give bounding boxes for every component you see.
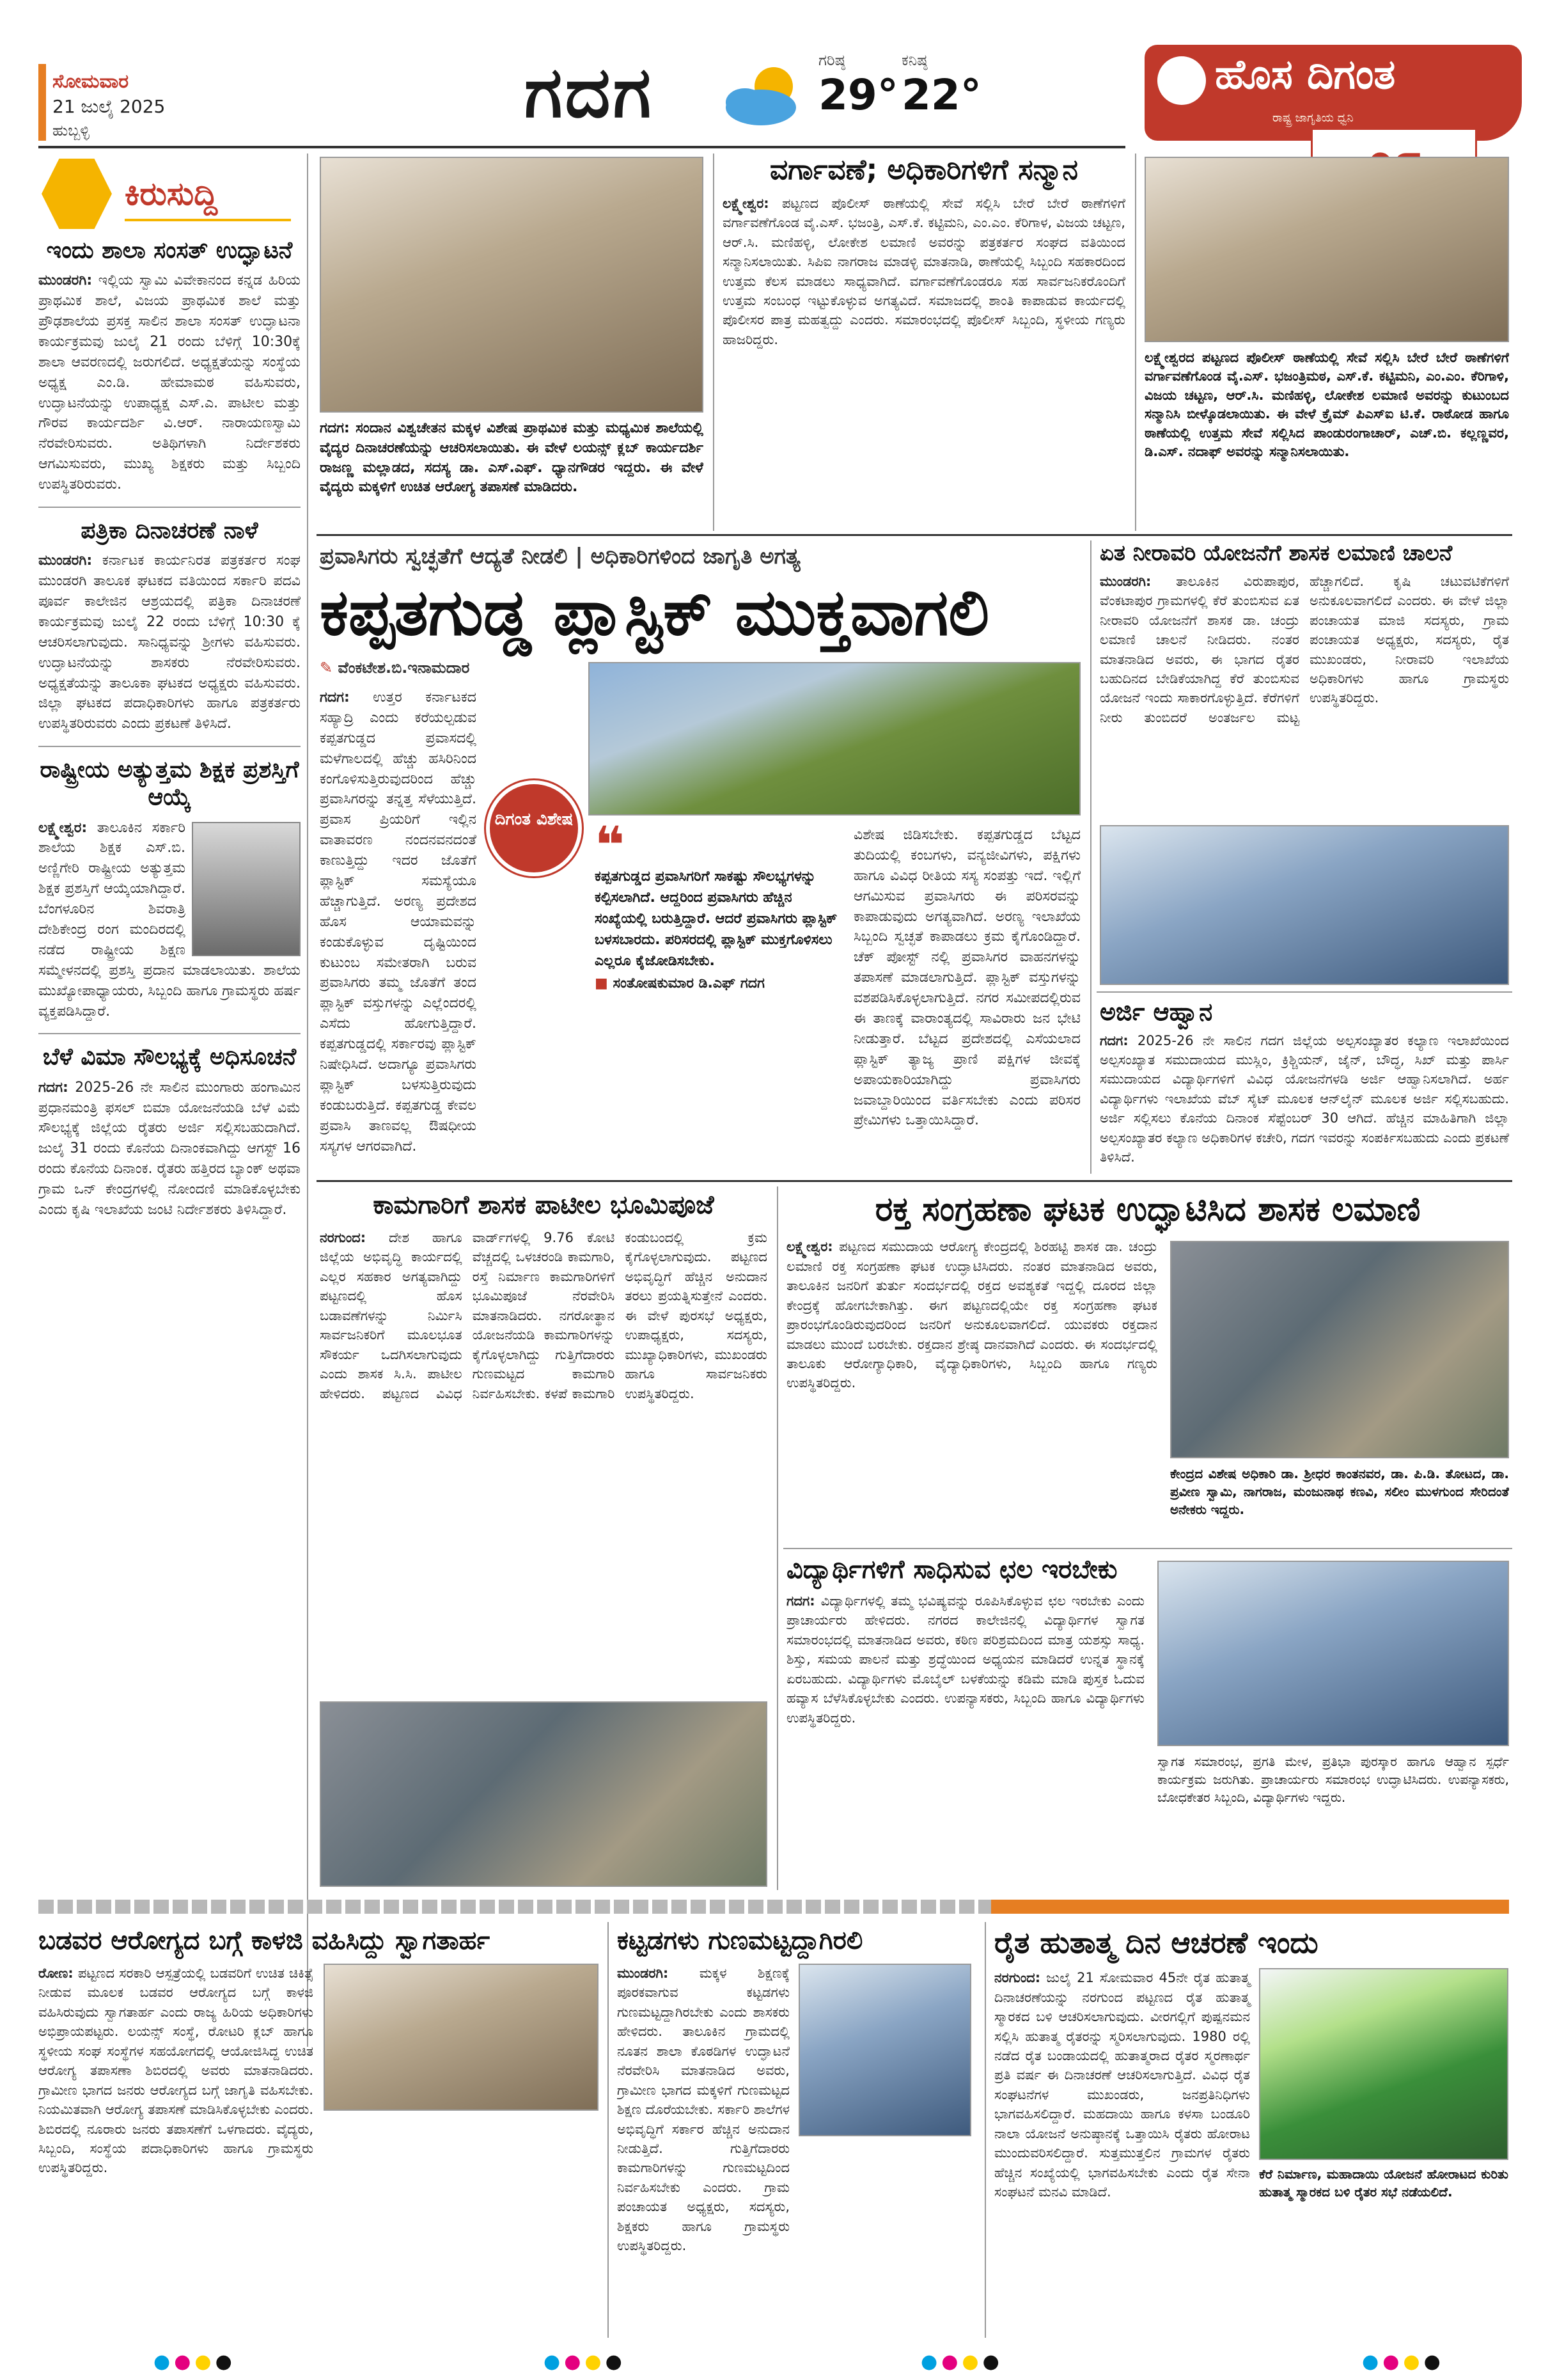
martyr-headline: ರೈತ ಹುತಾತ್ಮ ದಿನ ಆಚರಣೆ ಇಂದು — [994, 1925, 1318, 1960]
quote-attribution: ಸಂತೋಷಕುಮಾರ ಡಿ.ಎಫ್ ಗದಗ — [613, 975, 765, 991]
application-text: 2025-26 ನೇ ಸಾಲಿನ ಗದಗ ಜಿಲ್ಲೆಯ ಅಲ್ಪಸಂಖ್ಯಾತರ ಕಲ್ಯಾಣ ಇಲಾಖೆಯಿಂದ ಅಲ್ಪಸಂಖ್ಯಾತ ಸಮುದಾಯದ ಮುಸ್ಲಿಂ, ಕ್ರಿಶ್ಚಿಯನ್, ಜೈನ್, ಬೌದ್ಧ, ಸಿಖ್ ಮತ್ತು ಪಾರ್ಸಿ ಸಮುದಾಯದ ವಿದ್ಯಾರ್ಥಿಗಳಿಗೆ ವಿವಿಧ ಯೋಜನೆಗಳಡಿ ಅರ್ಜಿ ಆಹ್ವಾನಿಸಲಾಗಿದೆ. ಅರ್ಹ ವಿದ್ಯಾರ್ಥಿಗಳು ಇಲಾಖೆಯ ವೆಬ್ ಸೈಟ್ ಮೂಲಕ ಆನ್‌ಲೈನ್ ಮೂಲಕ ಅರ್ಜಿ ಸಲ್ಲಿಸಬಹುದು. ಅರ್ಜಿ ಸಲ್ಲಿಸಲು ಕೊನೆಯ ದಿನಾಂಕ ಸೆಪ್ಟೆಂಬರ್ 30 ಆಗಿದೆ. ಹೆಚ್ಚಿನ ಮಾಹಿತಿಗಾಗಿ ಜಿಲ್ಲಾ ಅಲ್ಪಸಂಖ್ಯಾತರ ಕಲ್ಯಾಣ ಅಧಿಕಾರಿಗಳ ಕಚೇರಿ, ಗದಗ ಇವರನ್ನು ಸಂಪರ್ಕಿಸಬಹುದು ಎಂದು ಪ್ರಕಟಣೆ ತಿಳಿಸಿದೆ. — [1100, 1032, 1509, 1165]
quote-text: ಕಪ್ಪತಗುಡ್ಡದ ಪ್ರವಾಸಿಗರಿಗೆ ಸಾಕಷ್ಟು ಸೌಲಭ್ಯಗಳನ್ನು ಕಲ್ಪಿಸಲಾಗಿದೆ. ಆದ್ದರಿಂದ ಪ್ರವಾಸಿಗರು ಹೆಚ್ಚಿನ ಸಂಖ್ಯೆಯಲ್ಲಿ ಬರುತ್ತಿದ್ದಾರೆ. ಆದರೆ ಪ್ರವಾಸಿಗರು ಪ್ಲಾಸ್ಟಿಕ್ ಬಳಸಬಾರದು. ಪರಿಸರದಲ್ಲಿ ಪ್ಲಾಸ್ಟಿಕ್ ಮುಕ್ತಗೊಳಿಸಲು ಎಲ್ಲರೂ ಕೈಜೋಡಿಸಬೇಕು. — [595, 869, 838, 969]
brief-text: ಇಲ್ಲಿಯ ಸ್ವಾಮಿ ವಿವೇಕಾನಂದ ಕನ್ನಡ ಹಿರಿಯ ಪ್ರಾಥಮಿಕ ಶಾಲೆ, ವಿಜಯ ಪ್ರಾಥಮಿಕ ಶಾಲೆ ಮತ್ತು ಪ್ರೌಢಶಾಲೆಯ ಪ್ರಸಕ್ತ ಸಾಲಿನ ಶಾಲಾ ಸಂಸತ್ ಉದ್ಘಾಟನಾ ಕಾರ್ಯಕ್ರಮವು ಜುಲೈ 21 ರಂದು ಬೆಳಿಗ್ಗೆ 10:30ಕ್ಕೆ ಶಾಲಾ ಆವರಣದಲ್ಲಿ ಜರುಗಲಿದೆ. ಅಧ್ಯಕ್ಷತೆಯನ್ನು ಸಂಸ್ಥೆಯ ಅಧ್ಯಕ್ಷ ಎಂ.ಡಿ. ಹೇಮಾಮಠ ವಹಿಸುವರು, ಉದ್ಘಾಟನೆಯನ್ನು ಉಪಾಧ್ಯಕ್ಷ ಎಸ್.ಎ. ಪಾಟೀಲ ಮತ್ತು ಗೌರವ ಕಾರ್ಯದರ್ಶಿ ವಿ.ಆರ್. ನಾರಾಯಣಸ್ವಾಮಿ ನೆರವೇರಿಸುವರು. ಅತಿಥಿಗಳಾಗಿ ನಿರ್ದೇಶಕರು ಆಗಮಿಸುವರು, ಮುಖ್ಯ ಶಿಕ್ಷಕರು ಮತ್ತು ಸಿಬ್ಬಂದಿ ಉಪಸ್ಥಿತರಿರುವರು. — [38, 272, 301, 493]
special-report-badge: ದಿಗಂತ ವಿಶೇಷ — [486, 780, 582, 876]
students-text: ವಿದ್ಯಾರ್ಥಿಗಳಲ್ಲಿ ತಮ್ಮ ಭವಿಷ್ಯವನ್ನು ರೂಪಿಸಿಕೊಳ್ಳುವ ಛಲ ಇರಬೇಕು ಎಂದು ಪ್ರಾಚಾರ್ಯರು ಹೇಳಿದರು. ನಗರದ ಕಾಲೇಜಿನಲ್ಲಿ ವಿದ್ಯಾರ್ಥಿಗಳ ಸ್ವಾಗತ ಸಮಾರಂಭದಲ್ಲಿ ಮಾತನಾಡಿದ ಅವರು, ಕಠಿಣ ಪರಿಶ್ರಮದಿಂದ ಮಾತ್ರ ಯಶಸ್ಸು ಸಾಧ್ಯ. ಶಿಸ್ತು, ಸಮಯ ಪಾಲನೆ ಮತ್ತು ಶ್ರದ್ಧೆಯಿಂದ ಅಧ್ಯಯನ ಮಾಡಿದರೆ ಉನ್ನತ ಸ್ಥಾನಕ್ಕೆ ಏರಬಹುದು. ವಿದ್ಯಾರ್ಥಿಗಳು ಮೊಬೈಲ್ ಬಳಕೆಯನ್ನು ಕಡಿಮೆ ಮಾಡಿ ಪುಸ್ತಕ ಓದುವ ಹವ್ಯಾಸ ಬೆಳೆಸಿಕೊಳ್ಳಬೇಕು ಎಂದರು. ಉಪನ್ಯಾಸಕರು, ಸಿಬ್ಬಂದಿ ಹಾಗೂ ವಿದ್ಯಾರ್ಥಿಗಳು ಉಪಸ್ಥಿತರಿದ್ದರು. — [786, 1593, 1145, 1726]
lead-headline: ಕಪ್ಪತಗುಡ್ಡ ಪ್ಲಾಸ್ಟಿಕ್ ಮುಕ್ತವಾಗಲಿ — [320, 575, 990, 650]
kirusuddi-header — [42, 159, 297, 229]
brief-item — [38, 1043, 301, 1220]
max-temp-label: ಗರಿಷ್ಠ — [818, 51, 845, 69]
lead-kicker: ಪ್ರವಾಸಿಗರು ಸ್ವಚ್ಛತೆಗೆ ಆದ್ಯತೆ ನೀಡಲಿ | ಅಧಿಕಾರಿಗಳಿಂದ ಜಾಗೃತಿ ಅಗತ್ಯ — [320, 544, 801, 569]
section-stripe-accent — [991, 1900, 1509, 1914]
brief-divider — [38, 507, 301, 508]
brief-location: ಗದಗ: — [38, 1079, 68, 1096]
square-bullet-icon: ■ — [595, 975, 613, 991]
teacher-photo — [192, 822, 301, 956]
brief-location: ಮುಂಡರಗಿ: — [38, 272, 93, 289]
kirusuddi-label: ಕಿರುಸುದ್ದಿ — [125, 175, 218, 212]
issue-day: ಸೋಮವಾರ — [52, 70, 129, 93]
pen-icon: ✎ — [320, 659, 338, 677]
brief-divider — [38, 1033, 301, 1034]
martyr-location: ನರಗುಂದ: — [994, 1970, 1041, 1986]
section-rule — [317, 1180, 1512, 1182]
doctors-day-photo — [320, 157, 703, 413]
section-rule — [317, 534, 1512, 536]
health-story — [38, 1925, 601, 2335]
transfer-text: ಪಟ್ಟಣದ ಪೊಲೀಸ್ ಠಾಣೆಯಲ್ಲಿ ಸೇವೆ ಸಲ್ಲಿಸಿ ಬೇರೆ ಬೇರೆ ಠಾಣೆಗಳಿಗೆ ವರ್ಗಾವಣೆಗೊಂಡ ವೈ.ಎಸ್. ಭಜಂತ್ರಿ, ಎಸ್.ಕೆ. ಕಟ್ಟಿಮನಿ, ಎಂ.ಎಂ. ಕೆರಿಗಾಳ, ವಿಜಯ ಚಟ್ಟಣ, ಆರ್.ಸಿ. ಮಣಿಹಳ್ಳಿ, ಲೋಕೇಶ ಲಮಾಣಿ ಅವರನ್ನು ಪತ್ರಕರ್ತರ ಸಂಘದ ವತಿಯಿಂದ ಸನ್ಮಾನಿಸಲಾಯಿತು. ಸಿಪಿಐ ನಾಗರಾಜ ಮಾಡಳ್ಳಿ ಮಾತನಾಡಿ, ಠಾಣೆಯಲ್ಲಿ ಸಿಬ್ಬಂದಿ ಸಹಕಾರದಿಂದ ಉತ್ತಮ ಕೆಲಸ ಮಾಡಲು ಸಾಧ್ಯವಾಗಿದೆ. ವರ್ಗಾವಣೆಗೊಂಡರೂ ಸಹ ಸಾರ್ವಜನಿಕರೊಂದಿಗೆ ಉತ್ತಮ ಸಂಬಂಧ ಇಟ್ಟುಕೊಳ್ಳುವ ಅಗತ್ಯವಿದೆ. ಸಮಾಜದಲ್ಲಿ ಶಾಂತಿ ಕಾಪಾಡುವ ಕಾರ್ಯದಲ್ಲಿ ಪೊಲೀಸರ ಪಾತ್ರ ಮಹತ್ವದ್ದು ಎಂದರು. ಸಮಾರಂಭದಲ್ಲಿ ಪೊಲೀಸ್ ಸಿಬ್ಬಂದಿ, ಸ್ಥಳೀಯ ಗಣ್ಯರು ಹಾಜರಿದ್ದರು. — [723, 195, 1125, 347]
section-stripe — [38, 1900, 991, 1914]
brief-item — [38, 237, 301, 495]
lead-byline — [320, 659, 575, 677]
blood-headline: ರಕ್ತ ಸಂಗ್ರಹಣಾ ಘಟಕ ಉದ್ಘಾಟಿಸಿದ ಶಾಸಕ ಲಮಾಣಿ — [875, 1190, 1421, 1229]
column-divider — [777, 1186, 778, 1890]
brief-text: 2025-26 ನೇ ಸಾಲಿನ ಮುಂಗಾರು ಹಂಗಾಮಿನ ಪ್ರಧಾನಮಂತ್ರಿ ಫಸಲ್ ಬಿಮಾ ಯೋಜನೆಯಡಿ ಬೆಳೆ ವಿಮೆ ಸೌಲಭ್ಯಕ್ಕೆ ಜಿಲ್ಲೆಯ ರೈತರು ಅರ್ಜಿ ಸಲ್ಲಿಸಬಹುದಾಗಿದೆ. ಜುಲೈ 31 ರಂದು ಕೊನೆಯ ದಿನಾಂಕವಾಗಿದ್ದು ಆಗಸ್ಟ್ 16 ರಂದು ಕೊನೆಯ ದಿನಾಂಕ. ರೈತರು ಹತ್ತಿರದ ಬ್ಯಾಂಕ್ ಅಥವಾ ಗ್ರಾಮ ಒನ್ ಕೇಂದ್ರಗಳಲ್ಲಿ ನೋಂದಣಿ ಮಾಡಿಕೊಳ್ಳಬೇಕು ಎಂದು ಕೃಷಿ ಇಲಾಖೆಯ ಜಂಟಿ ನಿರ್ದೇಶಕರು ತಿಳಿಸಿದ್ದಾರೆ. — [38, 1079, 301, 1218]
column-divider — [1090, 540, 1091, 1174]
brief-location: ಲಕ್ಷ್ಮೇಶ್ವರ: — [38, 819, 88, 836]
registration-marks: ●●●● — [921, 2351, 1003, 2373]
brief-location: ಮುಂಡರಗಿ: — [38, 553, 93, 569]
bhoomi-headline: ಕಾಮಗಾರಿಗೆ ಶಾಸಕ ಪಾಟೀಲ ಭೂಮಿಪೂಜೆ — [373, 1190, 714, 1220]
lift-text: ತಾಲೂಕಿನ ವಿರುಪಾಪುರ, ವೆಂಕಟಾಪುರ ಗ್ರಾಮಗಳಲ್ಲಿ ಕೆರೆ ತುಂಬಿಸುವ ಏತ ನೀರಾವರಿ ಯೋಜನೆಗೆ ಶಾಸಕ ಡಾ. ಚಂದ್ರು ಲಮಾಣಿ ಚಾಲನೆ ನೀಡಿದರು. ನಂತರ ಮಾತನಾಡಿದ ಅವರು, ಈ ಭಾಗದ ರೈತರ ಬಹುದಿನದ ಬೇಡಿಕೆಯಾಗಿದ್ದ ಕೆರೆ ತುಂಬಿಸುವ ಯೋಜನೆ ಇಂದು ಸಾಕಾರಗೊಳ್ಳುತ್ತಿದೆ. ಕೆರೆಗಳಿಗೆ ನೀರು ತುಂಬಿದರೆ ಅಂತರ್ಜಲ ಮಟ್ಟ ಹೆಚ್ಚಾಗಲಿದೆ. ಕೃಷಿ ಚಟುವಟಿಕೆಗಳಿಗೆ ಅನುಕೂಲವಾಗಲಿದೆ ಎಂದರು. ಈ ವೇಳೆ ಜಿಲ್ಲಾ ಪಂಚಾಯತ ಮಾಜಿ ಸದಸ್ಯರು, ಗ್ರಾಮ ಪಂಚಾಯತ ಅಧ್ಯಕ್ಷರು, ಸದಸ್ಯರು, ರೈತ ಮುಖಂಡರು, ನೀರಾವರಿ ಇಲಾಖೆಯ ಅಧಿಕಾರಿಗಳು ಹಾಗೂ ಗ್ರಾಮಸ್ಥರು ಉಪಸ್ಥಿತರಿದ್ದರು. — [1100, 573, 1509, 725]
kappatagudda-hill-photo — [588, 662, 1081, 816]
lead-pullquote — [595, 825, 844, 1036]
students-caption: ಸ್ವಾಗತ ಸಮಾರಂಭ, ಪ್ರಗತಿ ಮೇಳ, ಪ್ರತಿಭಾ ಪುರಸ್ಕಾರ ಹಾಗೂ ಆಹ್ವಾನ ಸ್ಪರ್ಧೆ ಕಾರ್ಯಕ್ರಮ ಜರುಗಿತು. ಪ್ರಾಚಾರ್ಯರು ಸಮಾರಂಭ ಉದ್ಘಾಟಿಸಿದರು. ಉಪನ್ಯಾಸಕರು, ಬೋಧಕೇತರ ಸಿಬ್ಬಂದಿ, ವಿದ್ಯಾರ್ಥಿಗಳು ಇದ್ದರು. — [1157, 1754, 1509, 1805]
students-headline: ವಿದ್ಯಾರ್ಥಿಗಳಿಗೆ ಸಾಧಿಸುವ ಛಲ ಇರಬೇಕು — [786, 1555, 1118, 1584]
registration-marks: ●●●● — [1362, 2351, 1444, 2373]
health-text: ಪಟ್ಟಣದ ಸರಕಾರಿ ಆಸ್ಪತ್ರೆಯಲ್ಲಿ ಬಡವರಿಗೆ ಉಚಿತ ಚಿಕಿತ್ಸೆ ನೀಡುವ ಮೂಲಕ ಬಡವರ ಆರೋಗ್ಯದ ಬಗ್ಗೆ ಕಾಳಜಿ ವಹಿಸಿರುವುದು ಸ್ವಾಗತಾರ್ಹ ಎಂದು ರಾಜ್ಯ ಹಿರಿಯ ಅಧಿಕಾರಿಗಳು ಅಭಿಪ್ರಾಯಪಟ್ಟರು. ಲಯನ್ಸ್ ಸಂಸ್ಥೆ, ರೋಟರಿ ಕ್ಲಬ್ ಹಾಗೂ ಸ್ಥಳೀಯ ಸಂಘ ಸಂಸ್ಥೆಗಳ ಸಹಯೋಗದಲ್ಲಿ ಆಯೋಜಿಸಿದ್ದ ಉಚಿತ ಆರೋಗ್ಯ ತಪಾಸಣಾ ಶಿಬಿರದಲ್ಲಿ ಅವರು ಮಾತನಾಡಿದರು. ಗ್ರಾಮೀಣ ಭಾಗದ ಜನರು ಆರೋಗ್ಯದ ಬಗ್ಗೆ ಜಾಗೃತಿ ವಹಿಸಬೇಕು. ನಿಯಮಿತವಾಗಿ ಆರೋಗ್ಯ ತಪಾಸಣೆ ಮಾಡಿಸಿಕೊಳ್ಳಬೇಕು ಎಂದರು. ಶಿಬಿರದಲ್ಲಿ ನೂರಾರು ಜನರು ತಪಾಸಣೆಗೆ ಒಳಗಾದರು. ವೈದ್ಯರು, ಸಿಬ್ಬಂದಿ, ಸಂಸ್ಥೆಯ ಪದಾಧಿಕಾರಿಗಳು ಹಾಗೂ ಗ್ರಾಮಸ್ಥರು ಉಪಸ್ಥಿತರಿದ್ದರು. — [38, 1966, 313, 2176]
health-headline: ಬಡವರ ಆರೋಗ್ಯದ ಬಗ್ಗೆ ಕಾಳಜಿ ವಹಿಸಿದ್ದು ಸ್ವಾಗತಾರ್ಹ — [38, 1926, 490, 1955]
date-accent-bar — [38, 64, 46, 141]
students-location: ಗದಗ: — [786, 1593, 815, 1609]
transfer-story — [723, 154, 1125, 531]
column-divider — [307, 154, 308, 2047]
max-temp: 29° — [818, 70, 898, 120]
martyr-memorial-photo — [1259, 1968, 1508, 2160]
students-event-photo — [1157, 1561, 1509, 1746]
health-location: ರೋಣ: — [38, 1966, 74, 1981]
building-story — [617, 1925, 975, 2335]
martyr-story — [994, 1925, 1509, 2335]
column-divider — [607, 1922, 609, 2338]
students-story — [786, 1554, 1145, 1887]
transfer-caption: ಲಕ್ಷ್ಮೇಶ್ವರದ ಪಟ್ಟಣದ ಪೊಲೀಸ್ ಠಾಣೆಯಲ್ಲಿ ಸೇವೆ ಸಲ್ಲಿಸಿ ಬೇರೆ ಬೇರೆ ಠಾಣೆಗಳಿಗೆ ವರ್ಗಾವಣೆಗೊಂಡ ವೈ.ಎಸ್. ಭಜಂತ್ರಿಮಠ, ಎಸ್.ಕೆ. ಕಟ್ಟಿಮನಿ, ಎಂ.ಎಂ. ಕೆರಿಗಾಳಿ, ವಿಜಯ ಚಟ್ಟಣ, ಆರ್.ಸಿ. ಮಣಿಹಳ್ಳಿ, ಲೋಕೇಶ ಲಮಾಣಿ ಅವರನ್ನು ಕುಟುಂಬದ ಸನ್ಮಾನಿಸಿ ಬೀಳ್ಕೊಡಲಾಯಿತು. ಈ ವೇಳೆ ಕ್ರೈಮ್ ಪಿಎಸ್ಐ ಟಿ.ಕೆ. ರಾಠೋಡ ಹಾಗೂ ಠಾಣೆಯಲ್ಲಿ ಉತ್ತಮ ಸೇವೆ ಸಲ್ಲಿಸಿದ ಪಾಂಡುರಂಗಾಚಾರ್, ಎಚ್.ಬಿ. ಕಲ್ಲಣ್ಣವರ, ಡಿ.ಎಸ್. ನದಾಫ್ ಅವರನ್ನು ಸನ್ಮಾನಿಸಲಾಯಿತು. — [1145, 350, 1509, 459]
registration-marks: ●●●● — [153, 2351, 236, 2373]
building-inauguration-photo — [799, 1964, 971, 2136]
lamp-emblem-icon — [1157, 56, 1206, 105]
lift-headline: ಏತ ನೀರಾವರಿ ಯೋಜನೆಗೆ ಶಾಸಕ ಲಮಾಣಿ ಚಾಲನೆ — [1100, 540, 1453, 566]
brief-text: ತಾಲೂಕಿನ ಸರ್ಕಾರಿ ಶಾಲೆಯ ಶಿಕ್ಷಕ ಎಸ್.ಬಿ. ಅಣ್ಣಿಗೇರಿ ರಾಷ್ಟ್ರೀಯ ಅತ್ಯುತ್ತಮ ಶಿಕ್ಷಕ ಪ್ರಶಸ್ತಿಗೆ ಆಯ್ಕೆಯಾಗಿದ್ದಾರೆ. ಬೆಂಗಳೂರಿನ ಶಿವರಾತ್ರಿ ದೇಶಿಕೇಂದ್ರ ರಂಗ ಮಂದಿರದಲ್ಲಿ ನಡೆದ ರಾಷ್ಟ್ರೀಯ ಶಿಕ್ಷಣ ಸಮ್ಮೇಳನದಲ್ಲಿ ಪ್ರಶಸ್ತಿ ಪ್ರದಾನ ಮಾಡಲಾಯಿತು. ಶಾಲೆಯ ಮುಖ್ಯೋಪಾಧ್ಯಾಯರು, ಸಿಬ್ಬಂದಿ ಹಾಗೂ ಗ್ರಾಮಸ್ಥರು ಹರ್ಷ ವ್ಯಕ್ತಪಡಿಸಿದ್ದಾರೆ. — [38, 819, 301, 1020]
blood-text: ಪಟ್ಟಣದ ಸಮುದಾಯ ಆರೋಗ್ಯ ಕೇಂದ್ರದಲ್ಲಿ ಶಿರಹಟ್ಟಿ ಶಾಸಕ ಡಾ. ಚಂದ್ರು ಲಮಾಣಿ ರಕ್ತ ಸಂಗ್ರಹಣಾ ಘಟಕ ಉದ್ಘಾಟಿಸಿದರು. ನಂತರ ಮಾತನಾಡಿದ ಅವರು, ತಾಲೂಕಿನ ಜನರಿಗೆ ತುರ್ತು ಸಂದರ್ಭದಲ್ಲಿ ರಕ್ತದ ಅವಶ್ಯಕತೆ ಇದ್ದಲ್ಲಿ ದೂರದ ಜಿಲ್ಲಾ ಕೇಂದ್ರಕ್ಕೆ ಹೋಗಬೇಕಾಗಿತ್ತು. ಈಗ ಪಟ್ಟಣದಲ್ಲಿಯೇ ರಕ್ತ ಸಂಗ್ರಹಣಾ ಘಟಕ ಪ್ರಾರಂಭಗೊಂಡಿರುವುದರಿಂದ ಜನರಿಗೆ ಅನುಕೂಲವಾಗಲಿದೆ. ಯುವಕರು ರಕ್ತದಾನ ಮಾಡಲು ಮುಂದೆ ಬರಬೇಕು. ರಕ್ತದಾನ ಶ್ರೇಷ್ಠ ದಾನವಾಗಿದೆ ಎಂದರು. ಈ ಸಂದರ್ಭದಲ್ಲಿ ತಾಲೂಕು ಆರೋಗ್ಯಾಧಿಕಾರಿ, ವೈದ್ಯಾಧಿಕಾರಿಗಳು, ಸಿಬ್ಬಂದಿ ಹಾಗೂ ಗಣ್ಯರು ಉಪಸ್ಥಿತರಿದ್ದರು. — [786, 1239, 1157, 1391]
lead-column-b: ವಿಶೇಷ ಜಿಡಿಸಬೇಕು. ಕಪ್ಪತಗುಡ್ಡದ ಬೆಟ್ಟದ ತುದಿಯಲ್ಲಿ ಕಂಬಗಳು, ವನ್ಯಜೀವಿಗಳು, ಪಕ್ಷಿಗಳು ಹಾಗೂ ವಿವಿಧ ರೀತಿಯ ಸಸ್ಯ ಸಂಪತ್ತು ಇದೆ. ಇಲ್ಲಿಗೆ ಆಗಮಿಸುವ ಪ್ರವಾಸಿಗರು ಈ ಪರಿಸರವನ್ನು ಕಾಪಾಡುವುದು ಅಗತ್ಯವಾಗಿದೆ. ಅರಣ್ಯ ಇಲಾಖೆಯ ಸಿಬ್ಬಂದಿ ಸ್ವಚ್ಛತೆ ಕಾಪಾಡಲು ಕ್ರಮ ಕೈಗೊಂಡಿದ್ದಾರೆ. ಚೆಕ್ ಪೋಸ್ಟ್ ನಲ್ಲಿ ಪ್ರವಾಸಿಗರ ವಾಹನಗಳನ್ನು ತಪಾಸಣೆ ಮಾಡಲಾಗುತ್ತಿದೆ. ಪ್ಲಾಸ್ಟಿಕ್ ವಸ್ತುಗಳನ್ನು ವಶಪಡಿಸಿಕೊಳ್ಳಲಾಗುತ್ತಿದೆ. ನಗರ ಸಮೀಪದಲ್ಲಿರುವ ಈ ತಾಣಕ್ಕೆ ವಾರಾಂತ್ಯದಲ್ಲಿ ಸಾವಿರಾರು ಜನ ಭೇಟಿ ನೀಡುತ್ತಾರೆ. ಬೆಟ್ಟದ ಪ್ರದೇಶದಲ್ಲಿ ಎಸೆಯಲಾದ ಪ್ಲಾಸ್ಟಿಕ್ ತ್ಯಾಜ್ಯ ಪ್ರಾಣಿ ಪಕ್ಷಿಗಳ ಜೀವಕ್ಕೆ ಅಪಾಯಕಾರಿಯಾಗಿದ್ದು ಪ್ರವಾಸಿಗರು ಜವಾಬ್ದಾರಿಯಿಂದ ವರ್ತಿಸಬೇಕು ಎಂದು ಪರಿಸರ ಪ್ರೇಮಿಗಳು ಒತ್ತಾಯಿಸಿದ್ದಾರೆ. — [854, 827, 1081, 1129]
logo-text: ಹೊಸ ದಿಗಂತ — [1215, 51, 1396, 99]
brief-headline: ಬೆಳೆ ವಿಮಾ ಸೌಲಭ್ಯಕ್ಕೆ ಅಧಿಸೂಚನೆ — [42, 1044, 297, 1071]
lead-byline-text: ವೆಂಕಟೇಶ.ಬಿ.ಇನಾಮದಾರ — [338, 659, 470, 677]
column-divider — [1135, 154, 1136, 531]
martyr-caption: ಕೆರೆ ನಿರ್ಮಾಣ, ಮಹಾದಾಯಿ ಯೋಜನೆ ಹೋರಾಟದ ಕುರಿತು ಹುತಾತ್ಮ ಸ್ಮಾರಕದ ಬಳಿ ರೈತರ ಸಭೆ ನಡೆಯಲಿದೆ. — [1259, 2166, 1508, 2200]
registration-marks: ●●●● — [544, 2351, 626, 2373]
brief-headline: ಪತ್ರಿಕಾ ದಿನಾಚರಣೆ ನಾಳೆ — [81, 517, 258, 544]
lead-column-a2 — [486, 889, 588, 1174]
application-headline: ಅರ್ಜಿ ಆಹ್ವಾನ — [1100, 998, 1213, 1026]
blood-bank-photo — [1170, 1241, 1509, 1458]
application-location: ಗದಗ: — [1100, 1032, 1129, 1048]
bhoomi-pooja-story — [320, 1190, 767, 1791]
brief-item — [38, 756, 301, 1021]
blood-location: ಲಕ್ಷ್ಮೇಶ್ವರ: — [786, 1239, 833, 1255]
lift-irrigation-photo — [1100, 825, 1509, 985]
doctors-day-caption: ಗದಗ: ಸಂದಾನ ವಿಶ್ವಚೇತನ ಮಕ್ಕಳ ವಿಶೇಷ ಪ್ರಾಥಮಿಕ ಮತ್ತು ಮಧ್ಯಮಿಕ ಶಾಲೆಯಲ್ಲಿ ವೈದ್ಯರ ದಿನಾಚರಣೆಯನ್ನು ಆಚರಿಸಲಾಯಿತು. ಈ ವೇಳೆ ಲಯನ್ಸ್ ಕ್ಲಬ್ ಕಾರ್ಯದರ್ಶಿ ರಾಜಣ್ಣ ಮಲ್ಲಾಡದ, ಸದಸ್ಯ ಡಾ. ಎಸ್.ಎಫ್. ಧ್ಯಾನಗೌಡರ ಇದ್ದರು. ಈ ವೇಳೆ ವೈದ್ಯರು ಮಕ್ಕಳಿಗೆ ಉಚಿತ ಆರೋಗ್ಯ ತಪಾಸಣೆ ಮಾಡಿದರು. — [320, 420, 703, 496]
lead-location: ಗದಗ: — [320, 690, 350, 705]
masthead-rule — [38, 146, 1125, 148]
transfer-location: ಲಕ್ಷ್ಮೇಶ್ವರ: — [723, 195, 769, 211]
column-divider — [985, 1922, 986, 2338]
issue-date: 21 ಜುಲೈ 2025 — [52, 96, 166, 117]
bhoomi-location: ನರಗುಂದ: — [320, 1230, 366, 1245]
police-felicitation-photo — [1145, 157, 1509, 342]
min-temp: 22° — [902, 70, 982, 120]
quote-mark-icon: ❝ — [595, 825, 625, 875]
transfer-headline: ವರ್ಗಾವಣೆ; ಅಧಿಕಾರಿಗಳಿಗೆ ಸನ್ಮಾನ — [769, 154, 1079, 186]
building-location: ಮುಂಡರಗಿ: — [617, 1966, 669, 1981]
blood-caption: ಕೇಂದ್ರದ ವಿಶೇಷ ಅಧಿಕಾರಿ ಡಾ. ಶ್ರೀಧರ ಕಾಂತನವರ, ಡಾ. ಪಿ.ಡಿ. ತೋಟದ, ಡಾ. ಪ್ರವೀಣ ಸ್ವಾಮಿ, ನಾಗರಾಜ, ಮಂಜುನಾಥ ಕಣವಿ, ಸಲೀಂ ಮುಳಗುಂದ ಸೇರಿದಂತೆ ಅನೇಕರು ಇದ್ದರು. — [1170, 1466, 1509, 1517]
kirusuddi-list — [38, 237, 301, 2047]
bhoomi-text: ದೇಶ ಹಾಗೂ ಜಿಲ್ಲೆಯ ಅಭಿವೃದ್ಧಿ ಕಾರ್ಯದಲ್ಲಿ ಎಲ್ಲರ ಸಹಕಾರ ಅಗತ್ಯವಾಗಿದ್ದು ಪಟ್ಟಣದಲ್ಲಿ ಹೊಸ ಬಡಾವಣೆಗಳನ್ನು ನಿರ್ಮಿಸಿ ಸಾರ್ವಜನಿಕರಿಗೆ ಮೂಲಭೂತ ಸೌಕರ್ಯ ಒದಗಿಸಲಾಗುವುದು ಎಂದು ಶಾಸಕ ಸಿ.ಸಿ. ಪಾಟೀಲ ಹೇಳಿದರು. ಪಟ್ಟಣದ ವಿವಿಧ ವಾರ್ಡ್‌ಗಳಲ್ಲಿ 9.76 ಕೋಟಿ ವೆಚ್ಚದಲ್ಲಿ ಒಳಚರಂಡಿ ಕಾಮಗಾರಿ, ರಸ್ತೆ ನಿರ್ಮಾಣ ಕಾಮಗಾರಿಗಳಿಗೆ ಭೂಮಿಪೂಜೆ ನೆರವೇರಿಸಿ ಮಾತನಾಡಿದರು. ನಗರೋತ್ಥಾನ ಯೋಜನೆಯಡಿ ಕಾಮಗಾರಿಗಳನ್ನು ಕೈಗೊಳ್ಳಲಾಗಿದ್ದು ಗುತ್ತಿಗೆದಾರರು ಗುಣಮಟ್ಟದ ಕಾಮಗಾರಿ ನಿರ್ವಹಿಸಬೇಕು. ಕಳಪೆ ಕಾಮಗಾರಿ ಕಂಡುಬಂದಲ್ಲಿ ಕ್ರಮ ಕೈಗೊಳ್ಳಲಾಗುವುದು. ಪಟ್ಟಣದ ಅಭಿವೃದ್ಧಿಗೆ ಹೆಚ್ಚಿನ ಅನುದಾನ ತರಲು ಪ್ರಯತ್ನಿಸುತ್ತೇನೆ ಎಂದರು. ಈ ವೇಳೆ ಪುರಸಭೆ ಅಧ್ಯಕ್ಷರು, ಉಪಾಧ್ಯಕ್ಷರು, ಸದಸ್ಯರು, ಮುಖ್ಯಾಧಿಕಾರಿಗಳು, ಮುಖಂಡರು ಹಾಗೂ ಸಾರ್ವಜನಿಕರು ಉಪಸ್ಥಿತರಿದ್ದರು. — [320, 1230, 767, 1401]
edition-city: ಹುಬ್ಬಳ್ಳಿ — [52, 122, 90, 139]
partly-cloudy-icon — [716, 58, 812, 134]
building-text: ಮಕ್ಕಳ ಶಿಕ್ಷಣಕ್ಕೆ ಪೂರಕವಾಗುವ ಕಟ್ಟಡಗಳು ಗುಣಮಟ್ಟದ್ದಾಗಿರಬೇಕು ಎಂದು ಶಾಸಕರು ಹೇಳಿದರು. ತಾಲೂಕಿನ ಗ್ರಾಮದಲ್ಲಿ ನೂತನ ಶಾಲಾ ಕೊಠಡಿಗಳ ಉದ್ಘಾಟನೆ ನೆರವೇರಿಸಿ ಮಾತನಾಡಿದ ಅವರು, ಗ್ರಾಮೀಣ ಭಾಗದ ಮಕ್ಕಳಿಗೆ ಗುಣಮಟ್ಟದ ಶಿಕ್ಷಣ ದೊರೆಯಬೇಕು. ಸರ್ಕಾರಿ ಶಾಲೆಗಳ ಅಭಿವೃದ್ಧಿಗೆ ಸರ್ಕಾರ ಹೆಚ್ಚಿನ ಅನುದಾನ ನೀಡುತ್ತಿದೆ. ಗುತ್ತಿಗೆದಾರರು ಕಾಮಗಾರಿಗಳನ್ನು ಗುಣಮಟ್ಟದಿಂದ ನಿರ್ವಹಿಸಬೇಕು ಎಂದರು. ಗ್ರಾಮ ಪಂಚಾಯತ ಅಧ್ಯಕ್ಷರು, ಸದಸ್ಯರು, ಶಿಕ್ಷಕರು ಹಾಗೂ ಗ್ರಾಮಸ್ಥರು ಉಪಸ್ಥಿತರಿದ್ದರು. — [617, 1966, 790, 2254]
kirusuddi-underline — [125, 219, 291, 221]
lead-column-a — [320, 688, 476, 1174]
application-story — [1100, 998, 1509, 1174]
column-divider — [713, 154, 714, 531]
logo-tagline: ರಾಷ್ಟ್ರ ಜಾಗೃತಿಯ ಧ್ವನಿ — [1272, 111, 1354, 125]
lift-location: ಮುಂಡರಗಿ: — [1100, 573, 1152, 589]
masthead — [0, 0, 1541, 147]
page-title: ಗದಗ — [524, 51, 654, 133]
brief-divider — [38, 746, 301, 747]
martyr-text: ಜುಲೈ 21 ಸೋಮವಾರ 45ನೇ ರೈತ ಹುತಾತ್ಮ ದಿನಾಚರಣೆಯನ್ನು ನರಗುಂದ ಪಟ್ಟಣದ ರೈತ ಹುತಾತ್ಮ ಸ್ಮಾರಕದ ಬಳಿ ಆಚರಿಸಲಾಗುವುದು. ವೀರಗಲ್ಲಿಗೆ ಪುಷ್ಪನಮನ ಸಲ್ಲಿಸಿ ಹುತಾತ್ಮ ರೈತರನ್ನು ಸ್ಮರಿಸಲಾಗುವುದು. 1980 ರಲ್ಲಿ ನಡೆದ ರೈತ ಬಂಡಾಯದಲ್ಲಿ ಹುತಾತ್ಮರಾದ ರೈತರ ಸ್ಮರಣಾರ್ಥ ಪ್ರತಿ ವರ್ಷ ಈ ದಿನಾಚರಣೆ ಆಚರಿಸಲಾಗುತ್ತಿದೆ. ವಿವಿಧ ರೈತ ಸಂಘಟನೆಗಳ ಮುಖಂಡರು, ಜನಪ್ರತಿನಿಧಿಗಳು ಭಾಗವಹಿಸಲಿದ್ದಾರೆ. ಮಹದಾಯಿ ಹಾಗೂ ಕಳಸಾ ಬಂಡೂರಿ ನಾಲಾ ಯೋಜನೆ ಅನುಷ್ಠಾನಕ್ಕೆ ಒತ್ತಾಯಿಸಿ ರೈತರು ಹೋರಾಟ ಮುಂದುವರಿಸಲಿದ್ದಾರೆ. ಸುತ್ತಮುತ್ತಲಿನ ಗ್ರಾಮಗಳ ರೈತರು ಹೆಚ್ಚಿನ ಸಂಖ್ಯೆಯಲ್ಲಿ ಭಾಗವಹಿಸಬೇಕು ಎಂದು ರೈತ ಸೇನಾ ಸಂಘಟನೆ ಮನವಿ ಮಾಡಿದೆ. — [994, 1970, 1250, 2200]
health-camp-photo — [324, 1964, 598, 2111]
bhoomi-pooja-photo — [320, 1701, 767, 1887]
lead-text-a: ಉತ್ತರ ಕರ್ನಾಟಕದ ಸಹ್ಯಾದ್ರಿ ಎಂದು ಕರೆಯಲ್ಪಡುವ ಕಪ್ಪತಗುಡ್ಡದ ಪ್ರವಾಸದಲ್ಲಿ ಮಳೆಗಾಲದಲ್ಲಿ ಹೆಚ್ಚು ಹಸಿರಿನಿಂದ ಕಂಗೊಳಿಸುತ್ತಿರುವುದರಿಂದ ಹೆಚ್ಚು ಪ್ರವಾಸಿಗರನ್ನು ತನ್ನತ್ತ ಸೆಳೆಯುತ್ತಿದೆ. ಪ್ರವಾಸ ಪ್ರಿಯರಿಗೆ ಇಲ್ಲಿನ ವಾತಾವರಣ ನಂದನವನದಂತೆ ಕಾಣುತ್ತಿದ್ದು ಇದರ ಜೊತೆಗೆ ಪ್ಲಾಸ್ಟಿಕ್ ಸಮಸ್ಯೆಯೂ ಹೆಚ್ಚಾಗುತ್ತಿದೆ. ಅರಣ್ಯ ಪ್ರದೇಶದ ಹೊಸ ಆಯಾಮವನ್ನು ಕಂಡುಕೊಳ್ಳುವ ದೃಷ್ಟಿಯಿಂದ ಕುಟುಂಬ ಸಮೇತರಾಗಿ ಬರುವ ಪ್ರವಾಸಿಗರು ತಮ್ಮ ಜೊತೆಗೆ ತಂದ ಪ್ಲಾಸ್ಟಿಕ್ ವಸ್ತುಗಳನ್ನು ಎಲ್ಲೆಂದರಲ್ಲಿ ಎಸೆದು ಹೋಗುತ್ತಿದ್ದಾರೆ. ಕಪ್ಪತಗುಡ್ಡದಲ್ಲಿ ಸರ್ಕಾರವು ಪ್ಲಾಸ್ಟಿಕ್ ನಿಷೇಧಿಸಿದೆ. ಅದಾಗ್ಯೂ ಪ್ರವಾಸಿಗರು ಪ್ಲಾಸ್ಟಿಕ್ ಬಳಸುತ್ತಿರುವುದು ಕಂಡುಬರುತ್ತಿದೆ. ಕಪ್ಪತಗುಡ್ಡ ಕೇವಲ ಪ್ರವಾಸಿ ತಾಣವಲ್ಲ ಔಷಧೀಯ ಸಸ್ಯಗಳ ಆಗರವಾಗಿದೆ. — [320, 690, 476, 1155]
min-temp-label: ಕನಿಷ್ಠ — [902, 51, 928, 69]
story-divider — [1097, 991, 1512, 993]
brief-item — [38, 517, 301, 734]
weather-box — [716, 51, 985, 141]
brief-text: ಕರ್ನಾಟಕ ಕಾರ್ಯನಿರತ ಪತ್ರಕರ್ತರ ಸಂಘ ಮುಂಡರಗಿ ತಾಲೂಕ ಘಟಕದ ವತಿಯಿಂದ ಸರ್ಕಾರಿ ಪದವಿ ಪೂರ್ವ ಕಾಲೇಜಿನ ಆಶ್ರಯದಲ್ಲಿ ಪತ್ರಿಕಾ ದಿನಾಚರಣೆ ಕಾರ್ಯಕ್ರಮವು ಜುಲೈ 22 ರಂದು ಬೆಳಿಗ್ಗೆ 10:30 ಕ್ಕೆ ಆಚರಿಸಲಾಗುವುದು. ಸಾನಿಧ್ಯವನ್ನು ಶ್ರೀಗಳು ವಹಿಸುವರು. ಉದ್ಘಾಟನೆಯನ್ನು ಶಾಸಕರು ನೆರವೇರಿಸುವರು. ಅಧ್ಯಕ್ಷತೆಯನ್ನು ತಾಲೂಕಾ ಘಟಕದ ಅಧ್ಯಕ್ಷರು ವಹಿಸುವರು. ಜಿಲ್ಲಾ ಘಟಕದ ಪದಾಧಿಕಾರಿಗಳು ಹಾಗೂ ಪತ್ರಕರ್ತರು ಉಪಸ್ಥಿತರಿರುವರು ಎಂದು ಪ್ರಕಟಣೆ ತಿಳಿಸಿದೆ. — [38, 553, 301, 732]
building-headline: ಕಟ್ಟಡಗಳು ಗುಣಮಟ್ಟದ್ದಾಗಿರಲಿ — [617, 1926, 863, 1955]
brief-headline: ರಾಷ್ಟ್ರೀಯ ಅತ್ಯುತ್ತಮ ಶಿಕ್ಷಕ ಪ್ರಶಸ್ತಿಗೆ ಆಯ್ಕೆ — [40, 757, 299, 811]
story-divider — [783, 1548, 1512, 1549]
brief-headline: ಇಂದು ಶಾಲಾ ಸಂಸತ್ ಉದ್ಘಾಟನೆ — [46, 237, 293, 264]
newspaper-logo — [1145, 45, 1522, 141]
megaphone-icon — [42, 159, 112, 229]
